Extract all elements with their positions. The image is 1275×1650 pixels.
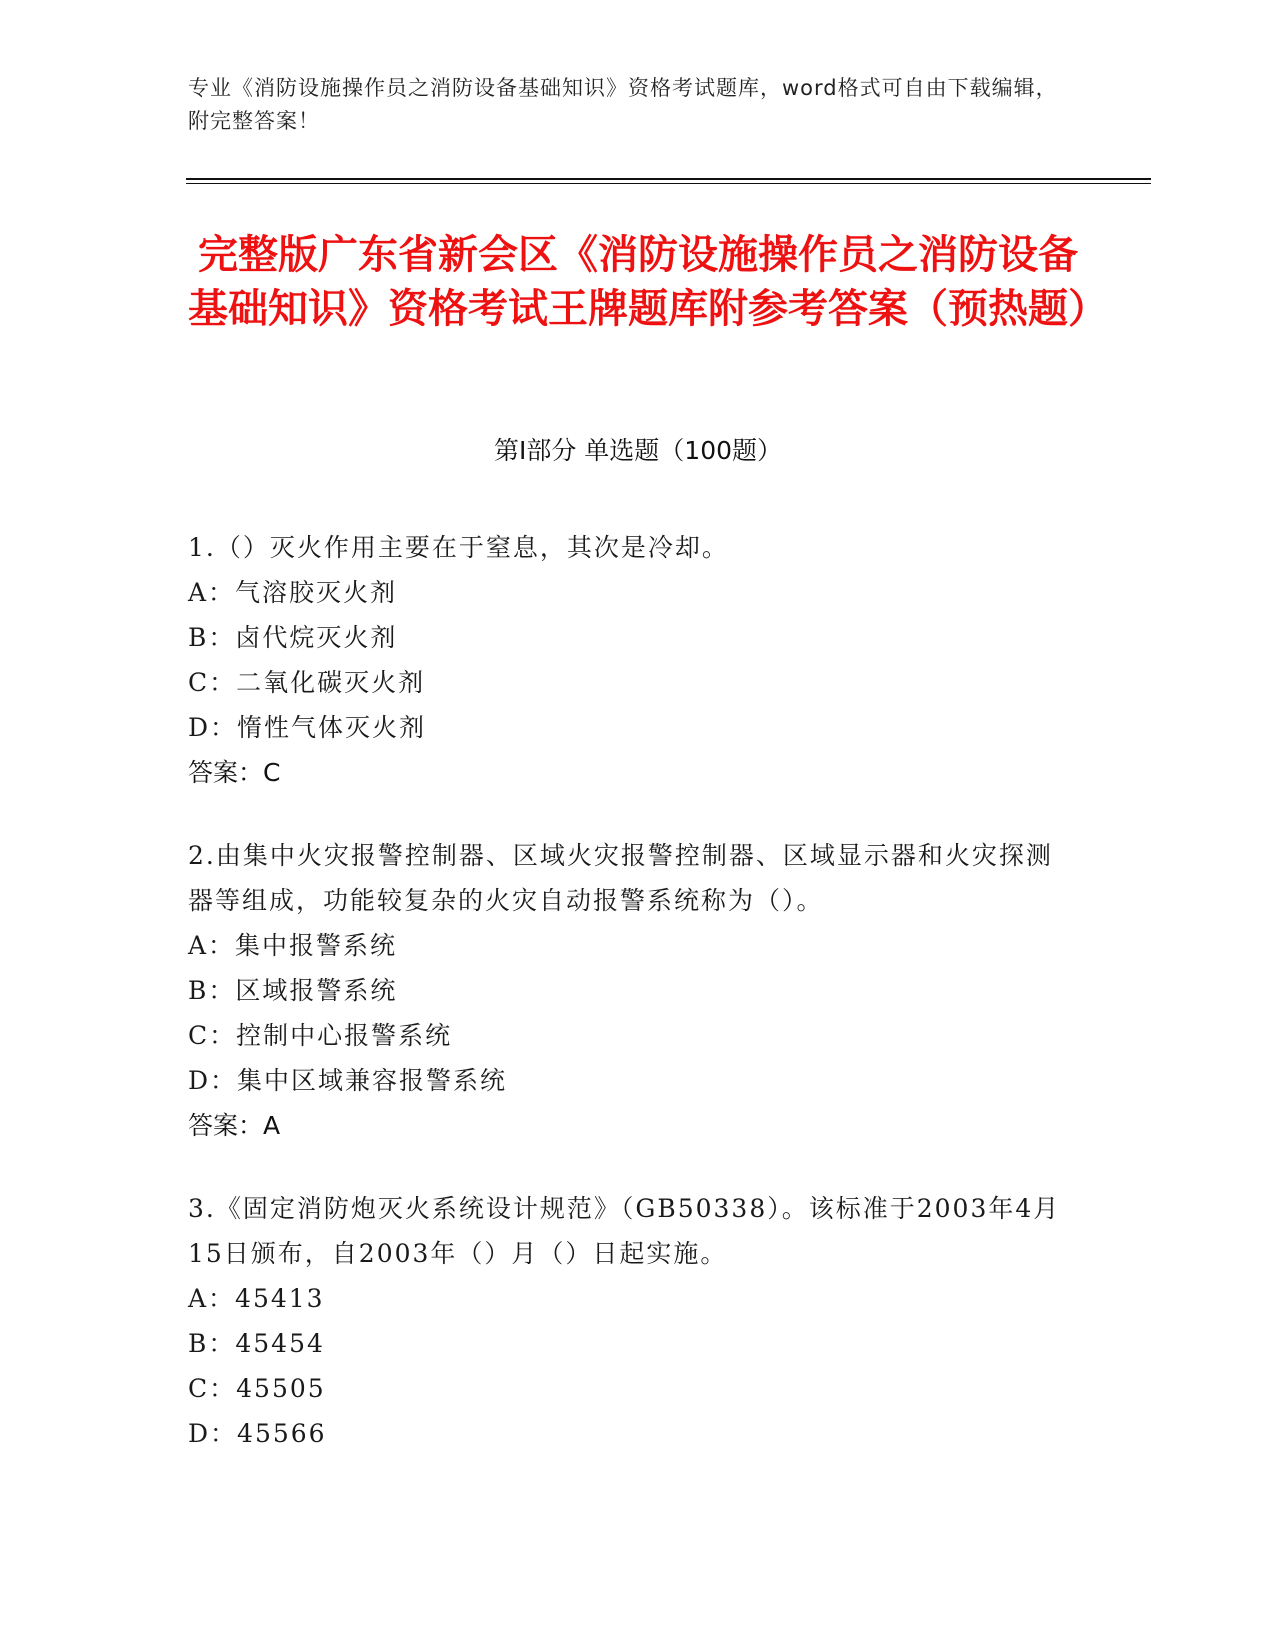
option-a: A：气溶胶灭火剂 xyxy=(188,578,398,607)
option-d: D：集中区域兼容报警系统 xyxy=(188,1066,508,1095)
option-a: A：45413 xyxy=(188,1284,325,1313)
option-b: B：卤代烷灭火剂 xyxy=(188,623,398,652)
option-d: D：45566 xyxy=(188,1419,327,1448)
question-stem: 2.由集中火灾报警控制器、区域火灾报警控制器、区域显示器和火灾探测器等组成，功能较复杂的火灾自动报警系统称为（）。 xyxy=(188,841,1053,915)
header-divider-thin xyxy=(186,183,1151,184)
option-b: B：区域报警系统 xyxy=(188,976,398,1005)
option-c: C：控制中心报警系统 xyxy=(188,1021,453,1050)
option-c: C：二氧化碳灭火剂 xyxy=(188,668,426,697)
header-divider-thick xyxy=(186,178,1151,180)
header-note: 专业《消防设施操作员之消防设备基础知识》资格考试题库，word格式可自由下载编辑，附完整答案！ xyxy=(188,76,1058,133)
document-title: 完整版广东省新会区《消防设施操作员之消防设备基础知识》资格考试王牌题库附参考答案（预热题） xyxy=(188,232,1108,332)
answer: 答案：A xyxy=(188,1111,281,1140)
option-c: C：45505 xyxy=(188,1374,326,1403)
question-stem: 3.《固定消防炮灭火系统设计规范》（GB50338）。该标准于2003年4月15日颁布，自2003年（）月（）日起实施。 xyxy=(188,1194,1061,1268)
question-1 xyxy=(188,525,1088,795)
question-3 xyxy=(188,1186,1088,1456)
option-d: D：惰性气体灭火剂 xyxy=(188,713,427,742)
question-2 xyxy=(188,833,1088,1148)
question-stem: 1.（）灭火作用主要在于窒息，其次是冷却。 xyxy=(188,533,729,562)
option-b: B：45454 xyxy=(188,1329,325,1358)
answer: 答案：C xyxy=(188,758,281,787)
option-a: A：集中报警系统 xyxy=(188,931,398,960)
question-list xyxy=(188,525,1088,1494)
section-title: 第Ⅰ部分 单选题（100题） xyxy=(493,436,783,465)
